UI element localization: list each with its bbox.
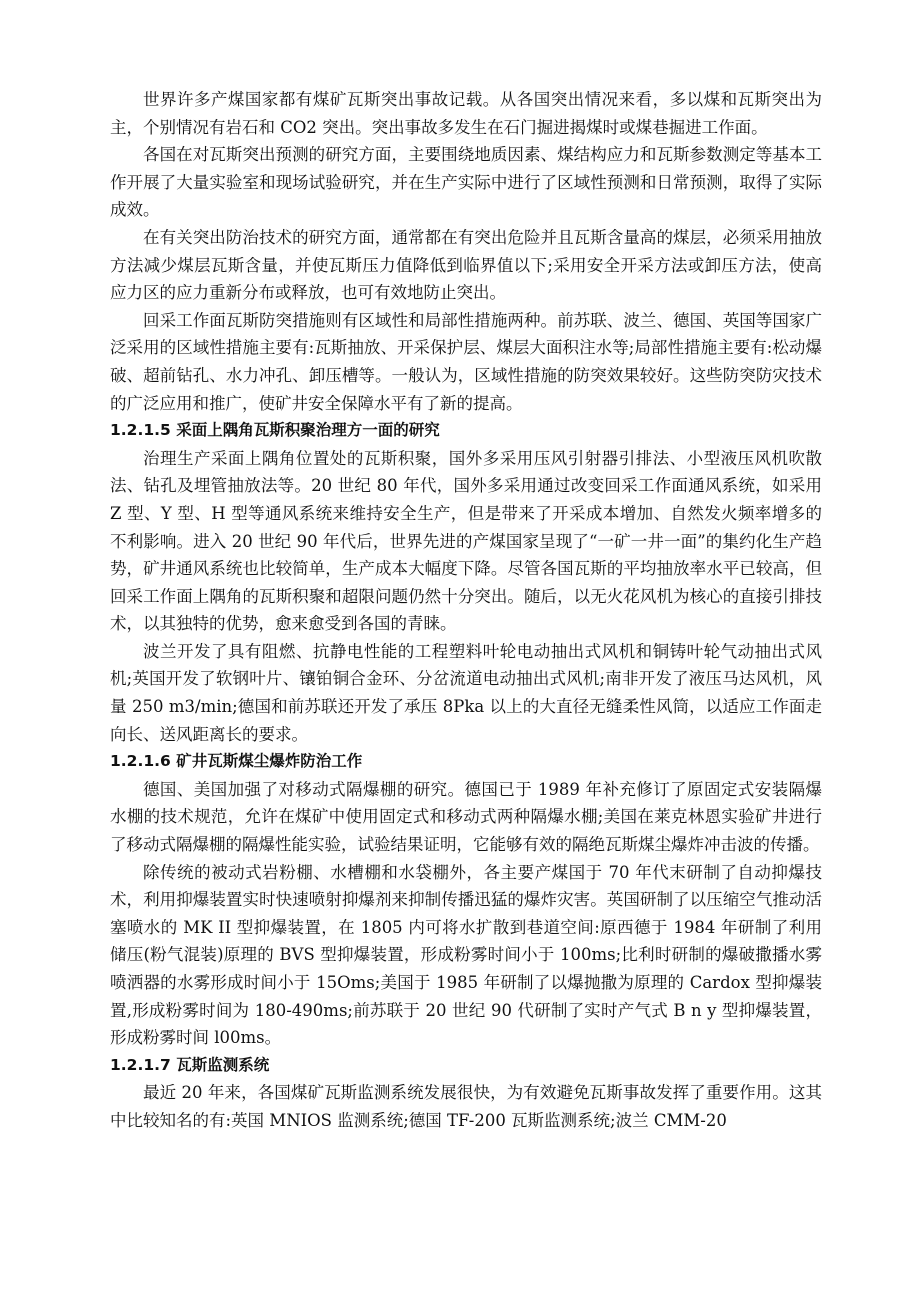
document-page [110,86,822,1135]
section-heading-1-2-1-5: 1.2.1.5 采面上隅角瓦斯积聚治理方一面的研究 [110,421,440,440]
paragraph-outburst-prevention: 在有关突出防治技术的研究方面，通常都在有突出危险并且瓦斯含量高的煤层，必须采用抽放方法减少煤层瓦斯含量，并使瓦斯压力值降低到临界值以下;采用安全开采方法或卸压方法，使高应力区的应力重新分布或释放，也可有效地防止突出。 [110,227,822,303]
paragraph-outburst-prediction: 各国在对瓦斯突出预测的研究方面，主要围绕地质因素、煤结构应力和瓦斯参数测定等基本工作开展了大量实验室和现场试验研究，并在生产实际中进行了区域性预测和日常预测，取得了实际成效。 [110,145,822,220]
paragraph-explosion-suppression: 除传统的被动式岩粉棚、水槽棚和水袋棚外，各主要产煤国于 70 年代末研制了自动抑爆技术，利用抑爆装置实时快速喷射抑爆剂来抑制传播迅猛的爆炸灾害。英国研制了以压缩空气推动活塞喷水的 MK II 型抑爆装置，在 1805 内可将水扩散到巷道空间:原西德于 1984 年研制了利用储压(粉气混装)原理的 BVS 型抑爆装置，形成粉雾时间小于 100ms;比利时研制的爆破撒播水雾喷洒器的水雾形成时间小于 15Oms;美国于 1985 年研制了以爆抛撒为原理的 Cardox 型抑爆装置,形成粉雾时间为 180-490ms;前苏联于 20 世纪 90 代研制了实时产气式 B n y 型抑爆装置，形成粉雾时间 l00ms。 [110,862,822,1048]
paragraph-outburst-records: 世界许多产煤国家都有煤矿瓦斯突出事故记载。从各国突出情况来看，多以煤和瓦斯突出为主，个别情况有岩石和 CO2 突出。突出事故多发生在石门掘进揭煤时或煤巷掘进工作面。 [110,90,822,137]
paragraph-gas-monitoring: 最近 20 年来，各国煤矿瓦斯监测系统发展很快，为有效避免瓦斯事故发挥了重要作用。这其中比较知名的有:英国 MNIOS 监测系统;德国 TF-200 瓦斯监测系统;波兰 CMM-20 [110,1083,822,1130]
section-heading-1-2-1-6: 1.2.1.6 矿井瓦斯煤尘爆炸防治工作 [110,752,363,771]
paragraph-upper-corner-gas: 治理生产采面上隅角位置处的瓦斯积聚，国外多采用压风引射器引排法、小型液压风机吹散法、钻孔及埋管抽放法等。20 世纪 80 年代，国外多采用通过改变回采工作面通风系统，如采用 Z 型、Y 型、H 型等通风系统来维持安全生产，但是带来了开采成本增加、自然发火频率增多的不利影响。进入 20 世纪 90 年代后，世界先进的产煤国家呈现了“一矿一井一面”的集约化生产趋势，矿井通风系统也比较简单，生产成本大幅度下降。尽管各国瓦斯的平均抽放率水平已较高，但回采工作面上隅角的瓦斯积聚和超限问题仍然十分突出。随后，以无火花风机为核心的直接引排技术，以其独特的优势，愈来愈受到各国的青睐。 [110,448,822,634]
paragraph-fan-development: 波兰开发了具有阻燃、抗静电性能的工程塑料叶轮电动抽出式风机和铜铸叶轮气动抽出式风机;英国开发了软钢叶片、镶铂铜合金环、分岔流道电动抽出式风机;南非开发了液压马达风机，风量 250 m3/min;德国和前苏联还开发了承压 8Pka 以上的大直径无缝柔性风筒，以适应工作面走向长、送风距离长的要求。 [110,641,822,744]
paragraph-working-face-measures: 回采工作面瓦斯防突措施则有区域性和局部性措施两种。前苏联、波兰、德国、英国等国家广泛采用的区域性措施主要有:瓦斯抽放、开采保护层、煤层大面积注水等;局部性措施主要有:松动爆破、超前钻孔、水力冲孔、卸压槽等。一般认为，区域性措施的防突效果较好。这些防突防灾技术的广泛应用和推广，使矿井安全保障水平有了新的提高。 [110,310,822,413]
section-heading-1-2-1-7: 1.2.1.7 瓦斯监测系统 [110,1055,270,1074]
paragraph-explosion-barrier: 德国、美国加强了对移动式隔爆棚的研究。德国已于 1989 年补充修订了原固定式安装隔爆水棚的技术规范，允许在煤矿中使用固定式和移动式两种隔爆水棚;美国在莱克林恩实验矿井进行了移动式隔爆棚的隔爆性能实验，试验结果证明，它能够有效的隔绝瓦斯煤尘爆炸冲击波的传播。 [110,779,822,855]
